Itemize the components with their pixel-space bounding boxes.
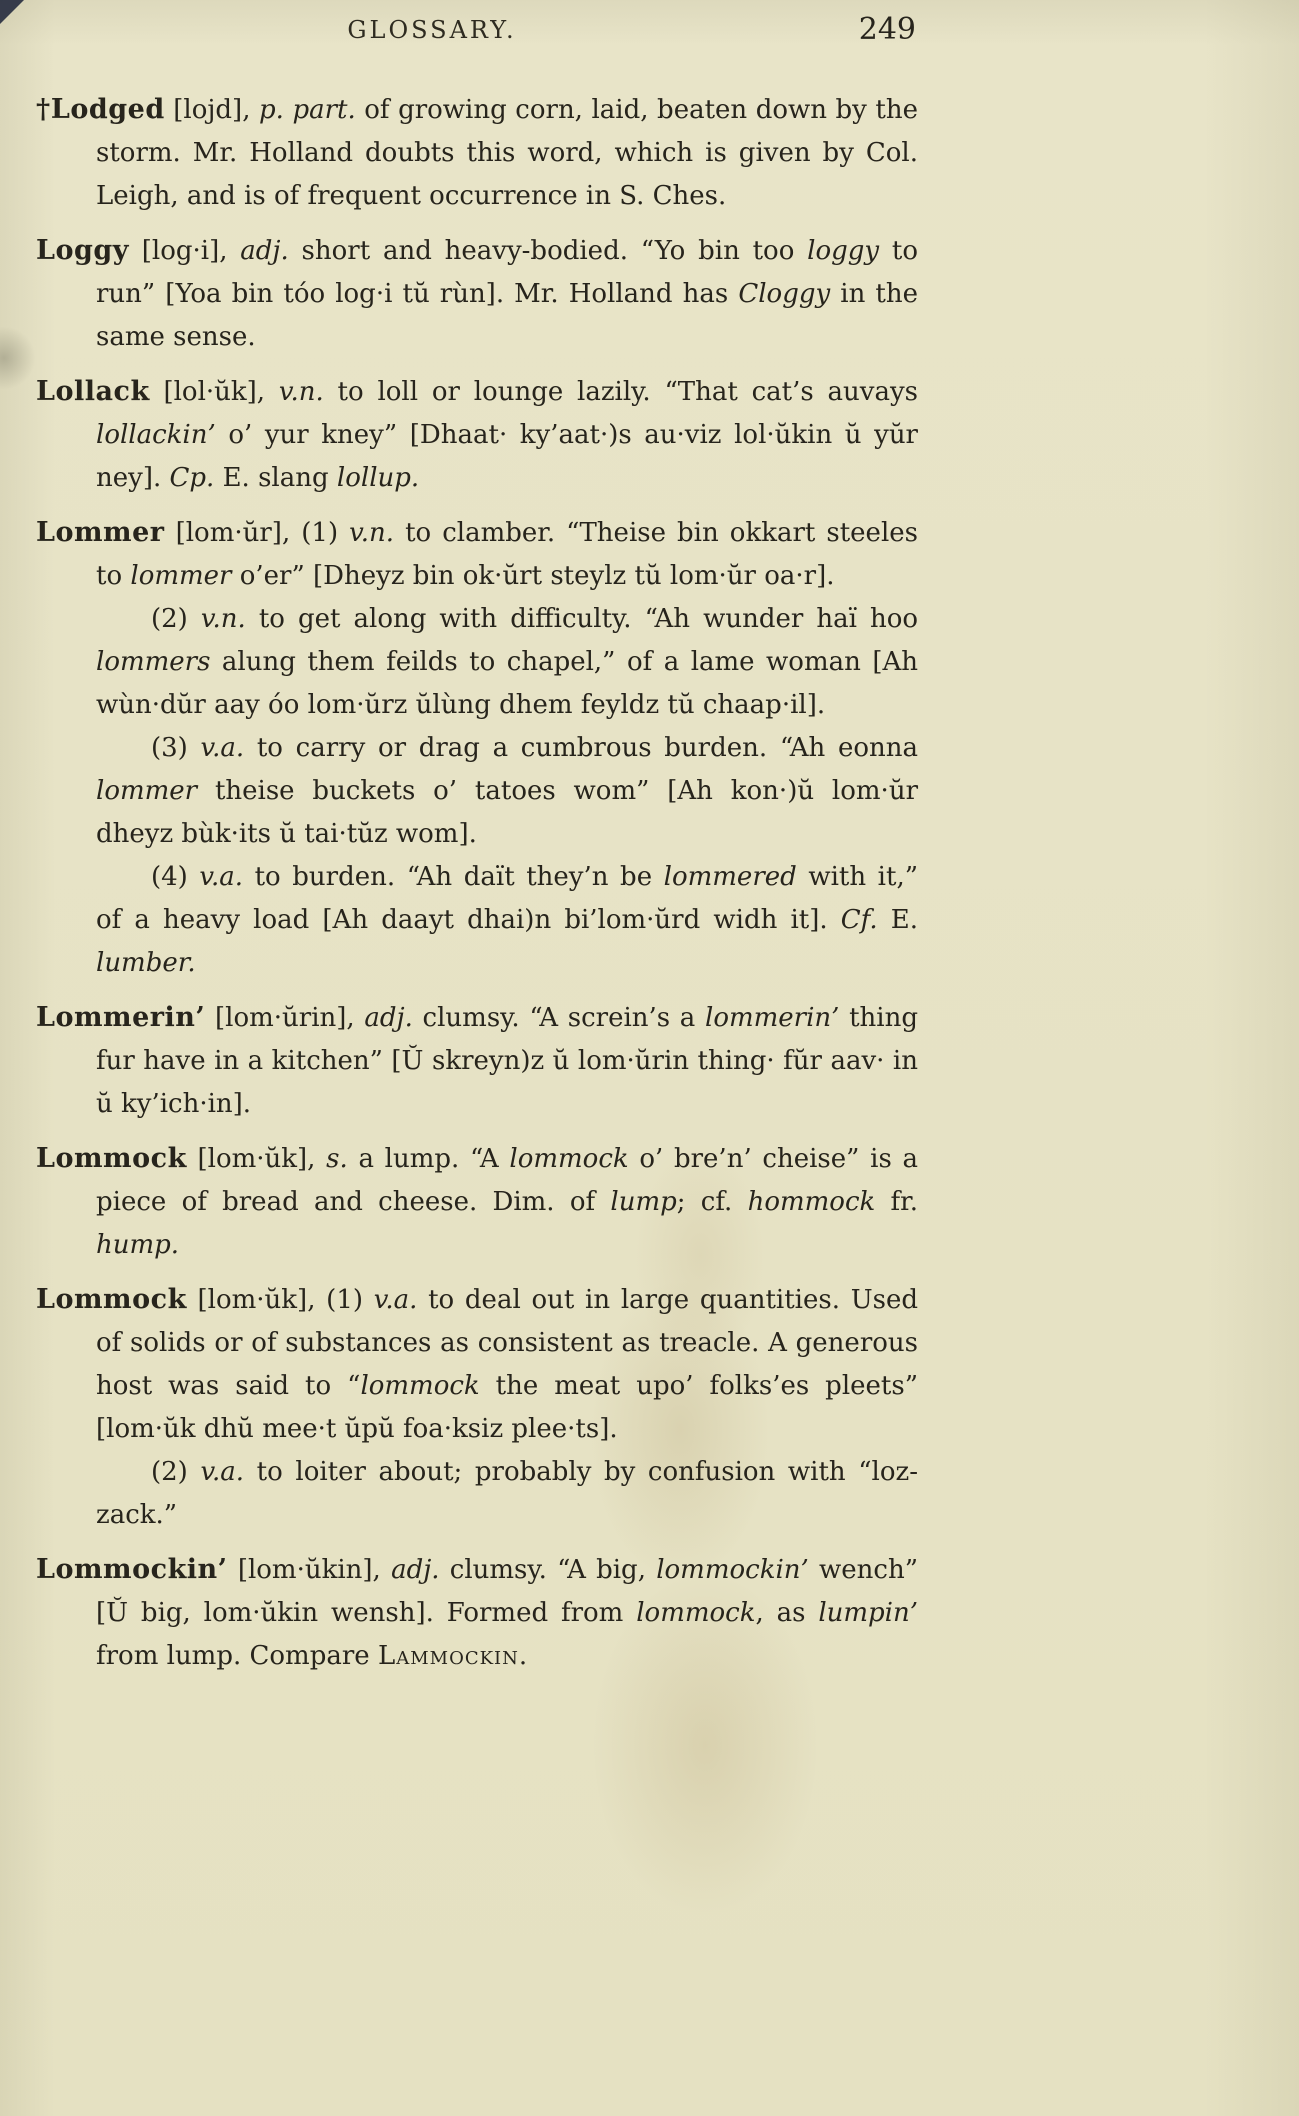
glossary-entry — [36, 1137, 918, 1267]
italic-text: lumpin’ — [818, 1598, 919, 1628]
text-segment: clumsy. “A big, — [439, 1555, 657, 1585]
text-segment: theise buckets o’ tatoes wom” [Ah kon·)ŭ lom·ŭr dheyz bùk·its ŭ tai·tŭz wom]. — [96, 776, 918, 849]
italic-text: lollup. — [336, 463, 420, 493]
entry-main-paragraph — [36, 88, 918, 218]
italic-text: v.n. — [200, 604, 246, 634]
italic-text: v.a. — [200, 1457, 245, 1487]
italic-text: v.n. — [278, 377, 324, 407]
text-segment: with it,” of a heavy load [Ah daayt dhai)n bi’lom·ŭrd widh it]. — [96, 862, 918, 935]
text-segment: [lom·ŭk], (1) — [186, 1285, 374, 1315]
glossary-entry — [36, 370, 918, 500]
text-segment: (2) — [151, 604, 201, 634]
glossary-entry — [36, 1278, 918, 1537]
italic-text: v.n. — [349, 518, 395, 548]
headword: Lollack — [36, 376, 150, 407]
entry-main-paragraph — [36, 229, 918, 359]
italic-text: s. — [326, 1144, 348, 1174]
entry-subsense-paragraph — [36, 1451, 918, 1537]
italic-text: lommockin’ — [656, 1555, 809, 1585]
entry-main-paragraph — [36, 1278, 918, 1451]
italic-text: v.a. — [200, 733, 245, 763]
italic-text: lump — [610, 1187, 677, 1217]
italic-text: Cloggy — [738, 279, 831, 309]
entry-main-paragraph — [36, 370, 918, 500]
italic-text: hommock — [747, 1187, 876, 1217]
text-segment: wench” [Ŭ big, lom·ŭkin wensh]. Formed from — [96, 1555, 919, 1628]
page-header — [36, 12, 918, 64]
text-segment: [lom·ŭrin], — [205, 1003, 365, 1033]
headword: Lommockin’ — [36, 1554, 228, 1585]
text-segment: (4) — [151, 862, 200, 892]
italic-text: hump. — [96, 1230, 180, 1260]
glossary-entry — [36, 996, 918, 1126]
headword: Lommer — [36, 517, 165, 548]
italic-text: lommers — [96, 647, 211, 677]
italic-text: v.a. — [373, 1285, 418, 1315]
entry-main-paragraph — [36, 511, 918, 598]
entry-subsense-paragraph — [36, 727, 918, 856]
italic-text: lumber. — [96, 948, 196, 978]
text-segment: [lojd], — [164, 95, 259, 125]
italic-text: Cp. — [169, 463, 215, 493]
italic-text: v.a. — [199, 862, 244, 892]
text-segment: o’ bre’n’ cheise” is a piece of bread and cheese. Dim. of — [96, 1144, 919, 1217]
text-segment: [lom·ŭr], (1) — [164, 518, 350, 548]
text-segment: , as — [755, 1598, 819, 1628]
italic-text: lollackin’ — [96, 420, 216, 450]
text-segment: to deal out in large quantities. Used of solids or of substances as consistent as treacle. A generous host was said to “ — [96, 1285, 918, 1401]
text-segment: the meat upo’ folks’es pleets” [lom·ŭk dhŭ mee·t ŭpŭ foa·ksiz plee·ts]. — [96, 1371, 918, 1444]
italic-text: loggy — [807, 236, 880, 266]
text-segment: of growing corn, laid, beaten down by the storm. Mr. Holland doubts this word, which is given by Col. Leigh, and is of frequent occurrence in S. Ches. — [96, 95, 918, 211]
text-segment: o’ yur kney” [Dhaat· ky’aat·)s au·viz lol·ŭkin ŭ yŭr ney]. — [96, 420, 918, 493]
text-segment: E. — [877, 905, 918, 935]
italic-text: p. part. — [259, 95, 356, 125]
text-segment: to carry or drag a cumbrous burden. “Ah eonna — [244, 733, 918, 763]
headword: Lommerin’ — [36, 1002, 206, 1033]
glossary-entry — [36, 1548, 918, 1678]
italic-text: lommer — [130, 561, 232, 591]
headword: †Lodged — [36, 94, 165, 125]
italic-text: adj. — [364, 1003, 413, 1033]
headword: Lommock — [36, 1284, 187, 1315]
running-title: GLOSSARY. — [347, 16, 517, 44]
glossary-entry — [36, 229, 918, 359]
entry-subsense-paragraph — [36, 856, 918, 985]
text-segment: [log·i], — [128, 236, 241, 266]
italic-text: lommock — [636, 1598, 756, 1628]
smallcaps-cross-reference: Lammockin. — [377, 1641, 529, 1671]
text-segment: to run” [Yoa bin tóo log·i tŭ rùn]. Mr. Holland has — [96, 236, 918, 309]
text-segment: short and heavy-bodied. “Yo bin too — [288, 236, 808, 266]
entry-subsense-paragraph — [36, 598, 918, 727]
entry-main-paragraph — [36, 1137, 918, 1267]
entry-list — [36, 88, 918, 1678]
text-segment: [lol·ŭk], — [149, 377, 279, 407]
scan-corner-artifact — [0, 0, 24, 24]
glossary-entry — [36, 511, 918, 985]
text-column — [36, 12, 919, 1689]
entry-main-paragraph — [36, 1548, 918, 1678]
headword: Loggy — [36, 235, 129, 266]
entry-main-paragraph — [36, 996, 918, 1126]
text-segment: o’er” [Dheyz bin ok·ŭrt steylz tŭ lom·ŭr oa·r]. — [231, 561, 835, 591]
italic-text: lommock — [509, 1144, 629, 1174]
text-segment: (2) — [151, 1457, 201, 1487]
headword: Lommock — [36, 1143, 187, 1174]
text-segment: from lump. Compare — [96, 1641, 378, 1671]
italic-text: lommerin’ — [705, 1003, 840, 1033]
text-segment: to burden. “Ah daït they’n be — [243, 862, 664, 892]
text-segment: [lom·ŭk], — [186, 1144, 327, 1174]
italic-text: adj. — [240, 236, 289, 266]
text-segment: fr. — [875, 1187, 918, 1217]
text-segment: a lump. “A — [347, 1144, 510, 1174]
italic-text: Cf. — [840, 905, 878, 935]
italic-text: lommock — [360, 1371, 480, 1401]
text-segment: [lom·ŭkin], — [227, 1555, 392, 1585]
text-segment: thing fur have in a kitchen” [Ŭ skreyn)z ŭ lom·ŭrin thing· fŭr aav· in ŭ ky’ich·in]. — [96, 1003, 918, 1119]
italic-text: lommer — [96, 776, 198, 806]
text-segment: clumsy. “A screin’s a — [412, 1003, 705, 1033]
text-segment: (3) — [151, 733, 201, 763]
text-segment: to loiter about; probably by confusion with “loz-zack.” — [96, 1457, 919, 1530]
page-number: 249 — [858, 12, 916, 47]
text-segment: to get along with difficulty. “Ah wunder haï hoo — [245, 604, 919, 634]
text-segment: to clamber. “Theise bin okkart steeles to — [96, 518, 918, 591]
text-segment: ; cf. — [676, 1187, 748, 1217]
glossary-entry — [36, 88, 918, 218]
text-segment: alung them feilds to chapel,” of a lame woman [Ah wùn·dŭr aay óo lom·ŭrz ŭlùng dhem feyldz tŭ chaap·il]. — [96, 647, 918, 720]
text-segment: to loll or lounge lazily. “That cat’s auvays — [323, 377, 918, 407]
italic-text: adj. — [391, 1555, 440, 1585]
text-segment: E. slang — [214, 463, 337, 493]
text-segment: in the same sense. — [96, 279, 918, 352]
italic-text: lommered — [663, 862, 797, 892]
